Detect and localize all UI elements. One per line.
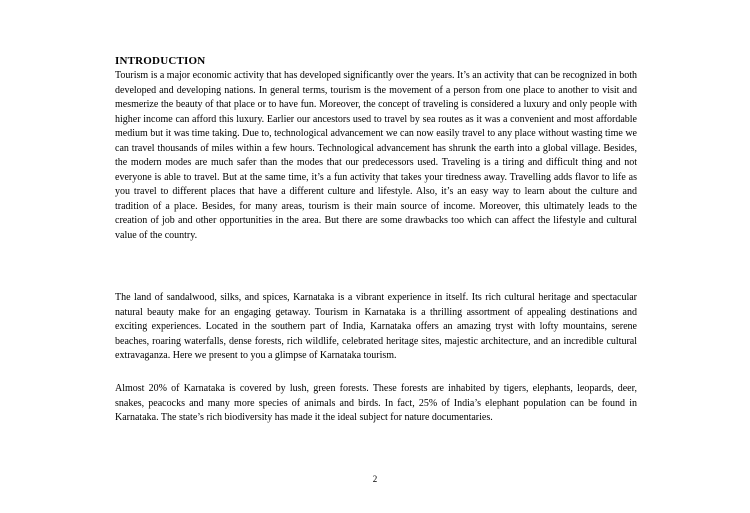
section-heading: INTRODUCTION <box>115 55 206 67</box>
paragraph-forests: Almost 20% of Karnataka is covered by lush, green forests. These forests are inhabited by tigers, elephants, leopards, deer, snakes, peacocks and many more species of animals and birds. In fact, 25% of India’s elephant population can be found in Karnataka. The state’s rich biodiversity has made it the ideal subject for nature documentaries. <box>115 383 637 424</box>
paragraph-tourism-overview: Tourism is a major economic activity that has developed significantly over the years. It’s an activity that can be recognized in both developed and developing nations. In general terms, tourism is the movement of a person from one place to another to visit and mesmerize the beauty of that place or to have fun. Moreover, the concept of traveling is considered a luxury and only people with higher income can afford this luxury. Earlier our ancestors used to travel by sea routes as it was a convenient and most affordable medium but it was time taking. Due to, technological advancement we can now easily travel to any place without wasting time we can travel thousands of miles within a few hours. Technological advancement has shrunk the earth into a global village. Besides, the modern modes are much safer than the modes that our predecessors used. Traveling is a tiring and difficult thing and not everyone is able to travel. But at the same time, it’s a fun activity that takes your tiredness away. Travelling adds flavor to life as you travel to different places that have a different culture and lifestyle. Also, it’s an easy way to learn about the culture and tradition of a place. Besides, for many areas, tourism is their main source of income. Moreover, this ultimately leads to the creation of job and other opportunities in the area. But there are some drawbacks too which can affect the lifestyle and cultural value of the country. <box>115 70 637 242</box>
page-number: 2 <box>372 474 378 484</box>
paragraph-karnataka-intro: The land of sandalwood, silks, and spices, Karnataka is a vibrant experience in itself. Its rich cultural heritage and spectacular natural beauty make for an engaging getaway. Tourism in Karnataka is a thrilling assortment of appealing destinations and exciting experiences. Located in the southern part of India, Karnataka offers an amazing tryst with lofty mountains, serene beaches, roaring waterfalls, dense forests, rich wildlife, celebrated heritage sites, majestic architecture, and an incredible cultural extravaganza. Here we present to you a glimpse of Karnataka tourism. <box>115 292 637 362</box>
